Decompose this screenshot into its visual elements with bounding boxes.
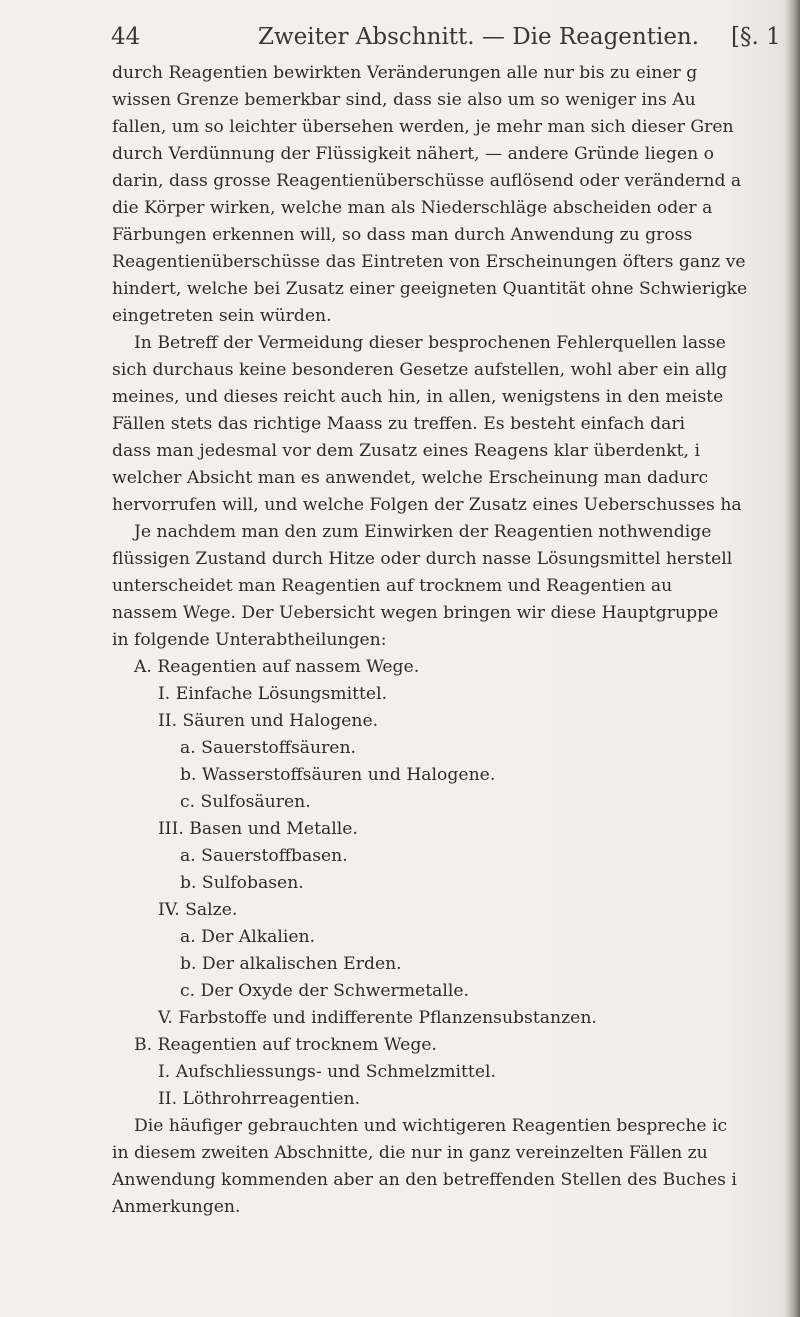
text-line: in folgende Unterabtheilungen: [112,630,387,650]
outline-subitem: c. Sulfosäuren. [180,792,311,812]
section-reference: [§. 1 [731,24,781,50]
text-line: darin, dass grosse Reagentienüberschüsse auflösend oder verändernd a [112,171,742,191]
outline-subitem: b. Der alkalischen Erden. [180,954,402,974]
running-header [0,24,800,56]
outline-subitem: a. Sauerstoffsäuren. [180,738,356,758]
text-line: durch Verdünnung der Flüssigkeit nähert, — andere Gründe liegen o [112,144,714,164]
text-line: Anmerkungen. [112,1197,241,1217]
text-line: durch Reagentien bewirkten Veränderungen alle nur bis zu einer g [112,63,698,83]
outline-item: III. Basen und Metalle. [158,819,358,839]
text-line: Je nachdem man den zum Einwirken der Reagentien nothwendige [134,522,712,542]
body-text [112,60,792,1221]
text-line: hervorrufen will, und welche Folgen der Zusatz eines Ueberschusses ha [112,495,742,515]
text-line: Die häufiger gebrauchten und wichtigeren Reagentien bespreche ic [134,1116,728,1136]
outline-item: I. Aufschliessungs- und Schmelzmittel. [158,1062,496,1082]
text-line: die Körper wirken, welche man als Niederschläge abscheiden oder a [112,198,713,218]
outline-subitem: b. Sulfobasen. [180,873,304,893]
outline-heading-b: B. Reagentien auf trocknem Wege. [134,1035,437,1055]
outline-subitem: c. Der Oxyde der Schwermetalle. [180,981,469,1001]
text-line: in diesem zweiten Abschnitte, die nur in ganz vereinzelten Fällen zu [112,1143,708,1163]
outline-item: V. Farbstoffe und indifferente Pflanzensubstanzen. [158,1008,597,1028]
outline-subitem: a. Der Alkalien. [180,927,316,947]
text-line: Anwendung kommenden aber an den betreffenden Stellen des Buches i [112,1170,737,1190]
text-line: fallen, um so leichter übersehen werden, je mehr man sich dieser Gren [112,117,734,137]
chapter-title: Zweiter Abschnitt. — Die Reagentien. [258,24,700,50]
outline-subitem: a. Sauerstoffbasen. [180,846,348,866]
outline-item: II. Säuren und Halogene. [158,711,379,731]
text-line: wissen Grenze bemerkbar sind, dass sie also um so weniger ins Au [112,90,696,110]
outline-heading-a: A. Reagentien auf nassem Wege. [134,657,420,677]
text-line: Reagentienüberschüsse das Eintreten von Erscheinungen öfters ganz ve [112,252,746,272]
outline-item: I. Einfache Lösungsmittel. [158,684,388,704]
text-line: Färbungen erkennen will, so dass man durch Anwendung zu gross [112,225,693,245]
text-line: welcher Absicht man es anwendet, welche Erscheinung man dadurc [112,468,709,488]
text-line: dass man jedesmal vor dem Zusatz eines Reagens klar überdenkt, i [112,441,700,461]
text-line: sich durchaus keine besonderen Gesetze aufstellen, wohl aber ein allg [112,360,728,380]
text-line: hindert, welche bei Zusatz einer geeigneten Quantität ohne Schwierigke [112,279,748,299]
page-number: 44 [111,24,141,50]
outline-item: IV. Salze. [158,900,238,920]
text-line: meines, und dieses reicht auch hin, in allen, wenigstens in den meiste [112,387,724,407]
text-line: eingetreten sein würden. [112,306,332,326]
text-line: Fällen stets das richtige Maass zu treffen. Es besteht einfach dari [112,414,686,434]
text-line: flüssigen Zustand durch Hitze oder durch nasse Lösungsmittel herstell [112,549,733,569]
outline-subitem: b. Wasserstoffsäuren und Halogene. [180,765,496,785]
text-line: unterscheidet man Reagentien auf trocknem und Reagentien au [112,576,673,596]
outline-item: II. Löthrohrreagentien. [158,1089,361,1109]
text-line: In Betreff der Vermeidung dieser besprochenen Fehlerquellen lasse [134,333,726,353]
text-line: nassem Wege. Der Uebersicht wegen bringen wir diese Hauptgruppe [112,603,719,623]
